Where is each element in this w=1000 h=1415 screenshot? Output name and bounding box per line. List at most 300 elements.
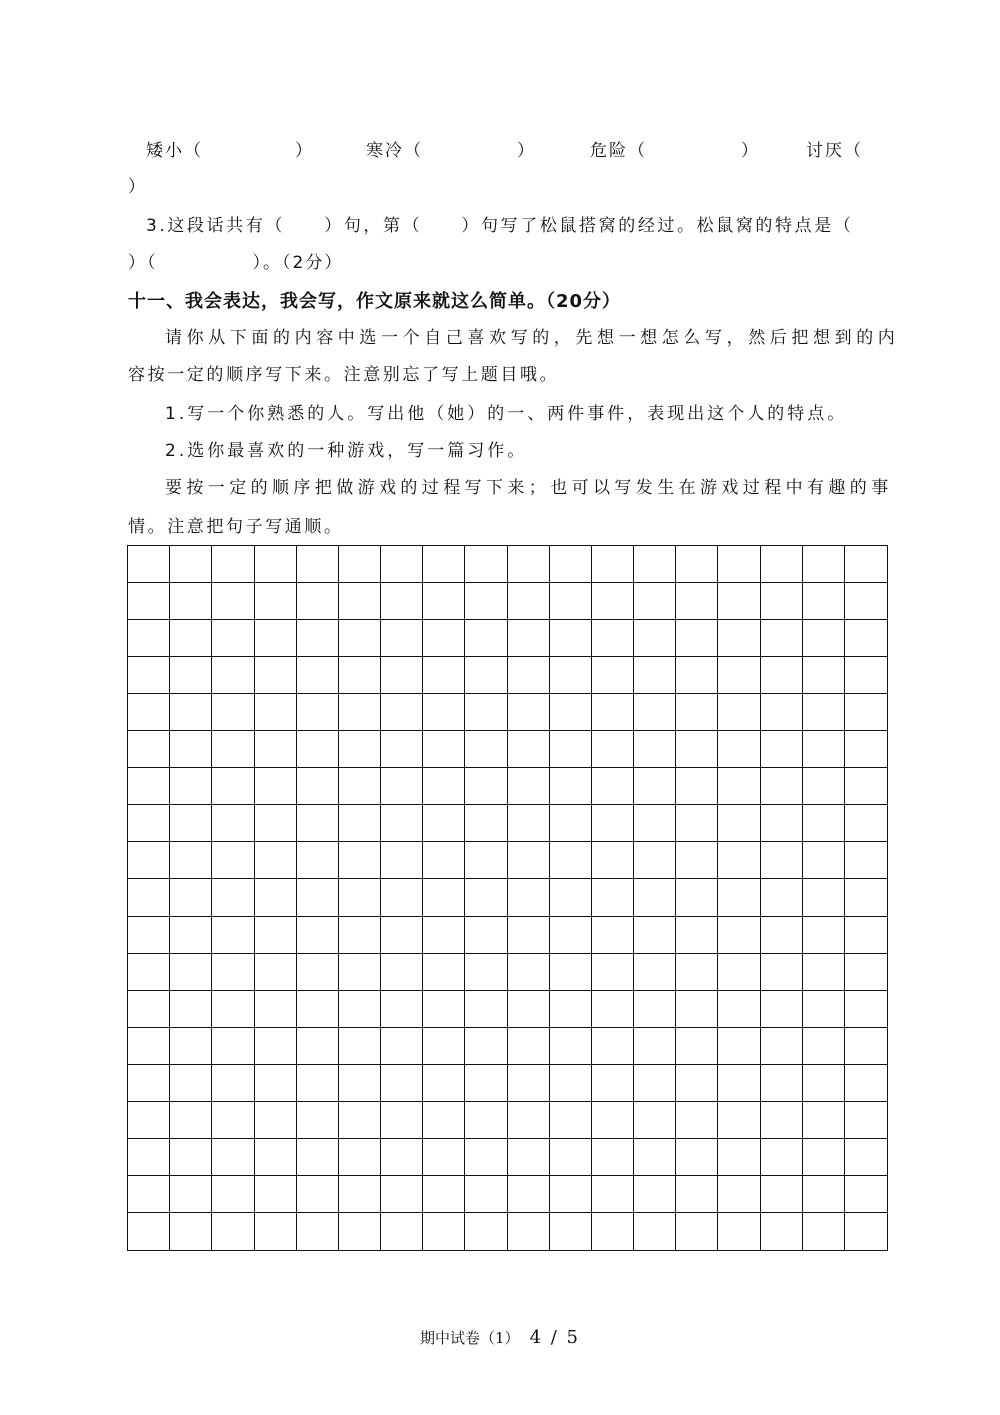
grid-cell[interactable]	[634, 954, 676, 991]
grid-cell[interactable]	[170, 842, 212, 879]
grid-cell[interactable]	[718, 1139, 760, 1176]
grid-cell[interactable]	[803, 805, 845, 842]
grid-cell[interactable]	[676, 1028, 718, 1065]
grid-cell[interactable]	[170, 731, 212, 768]
grid-cell[interactable]	[339, 917, 381, 954]
grid-cell[interactable]	[339, 1139, 381, 1176]
grid-cell[interactable]	[803, 1213, 845, 1250]
grid-cell[interactable]	[592, 620, 634, 657]
grid-cell[interactable]	[212, 1139, 254, 1176]
grid-cell[interactable]	[550, 879, 592, 916]
grid-cell[interactable]	[718, 991, 760, 1028]
grid-cell[interactable]	[170, 1176, 212, 1213]
grid-cell[interactable]	[761, 583, 803, 620]
grid-cell[interactable]	[592, 1065, 634, 1102]
grid-cell[interactable]	[297, 546, 339, 583]
grid-cell[interactable]	[550, 620, 592, 657]
grid-cell[interactable]	[508, 842, 550, 879]
grid-cell[interactable]	[423, 583, 465, 620]
grid-cell[interactable]	[128, 657, 170, 694]
grid-cell[interactable]	[465, 917, 507, 954]
grid-cell[interactable]	[803, 954, 845, 991]
grid-cell[interactable]	[761, 1102, 803, 1139]
grid-cell[interactable]	[212, 917, 254, 954]
grid-cell[interactable]	[423, 731, 465, 768]
grid-cell[interactable]	[761, 879, 803, 916]
grid-cell[interactable]	[212, 991, 254, 1028]
grid-cell[interactable]	[423, 805, 465, 842]
grid-cell[interactable]	[170, 583, 212, 620]
grid-cell[interactable]	[634, 620, 676, 657]
grid-cell[interactable]	[465, 583, 507, 620]
grid-cell[interactable]	[339, 1102, 381, 1139]
grid-cell[interactable]	[255, 917, 297, 954]
grid-cell[interactable]	[297, 1065, 339, 1102]
grid-cell[interactable]	[212, 805, 254, 842]
grid-cell[interactable]	[255, 879, 297, 916]
grid-cell[interactable]	[381, 583, 423, 620]
grid-cell[interactable]	[592, 694, 634, 731]
grid-cell[interactable]	[128, 583, 170, 620]
grid-cell[interactable]	[212, 1102, 254, 1139]
grid-cell[interactable]	[508, 991, 550, 1028]
grid-cell[interactable]	[465, 805, 507, 842]
grid-cell[interactable]	[381, 768, 423, 805]
grid-cell[interactable]	[676, 583, 718, 620]
grid-cell[interactable]	[845, 694, 887, 731]
grid-cell[interactable]	[845, 620, 887, 657]
grid-cell[interactable]	[761, 991, 803, 1028]
grid-cell[interactable]	[508, 1102, 550, 1139]
grid-cell[interactable]	[508, 1028, 550, 1065]
grid-cell[interactable]	[128, 917, 170, 954]
grid-cell[interactable]	[465, 1213, 507, 1250]
grid-cell[interactable]	[634, 731, 676, 768]
grid-cell[interactable]	[212, 1065, 254, 1102]
grid-cell[interactable]	[381, 1102, 423, 1139]
grid-cell[interactable]	[718, 731, 760, 768]
grid-cell[interactable]	[634, 657, 676, 694]
grid-cell[interactable]	[128, 620, 170, 657]
grid-cell[interactable]	[845, 1028, 887, 1065]
grid-cell[interactable]	[128, 991, 170, 1028]
grid-cell[interactable]	[718, 879, 760, 916]
grid-cell[interactable]	[508, 954, 550, 991]
grid-cell[interactable]	[128, 1028, 170, 1065]
grid-cell[interactable]	[761, 1176, 803, 1213]
grid-cell[interactable]	[550, 1213, 592, 1250]
grid-cell[interactable]	[255, 1139, 297, 1176]
grid-cell[interactable]	[255, 1176, 297, 1213]
grid-cell[interactable]	[718, 583, 760, 620]
grid-cell[interactable]	[212, 694, 254, 731]
grid-cell[interactable]	[508, 731, 550, 768]
grid-cell[interactable]	[423, 768, 465, 805]
grid-cell[interactable]	[676, 694, 718, 731]
grid-cell[interactable]	[508, 879, 550, 916]
grid-cell[interactable]	[803, 842, 845, 879]
grid-cell[interactable]	[170, 805, 212, 842]
grid-cell[interactable]	[845, 1213, 887, 1250]
grid-cell[interactable]	[592, 842, 634, 879]
grid-cell[interactable]	[170, 1028, 212, 1065]
grid-cell[interactable]	[550, 1176, 592, 1213]
grid-cell[interactable]	[508, 620, 550, 657]
grid-cell[interactable]	[592, 917, 634, 954]
grid-cell[interactable]	[550, 991, 592, 1028]
grid-cell[interactable]	[676, 879, 718, 916]
grid-cell[interactable]	[676, 917, 718, 954]
grid-cell[interactable]	[255, 694, 297, 731]
grid-cell[interactable]	[465, 731, 507, 768]
grid-cell[interactable]	[803, 1176, 845, 1213]
grid-cell[interactable]	[718, 917, 760, 954]
grid-cell[interactable]	[381, 694, 423, 731]
grid-cell[interactable]	[381, 991, 423, 1028]
grid-cell[interactable]	[339, 546, 381, 583]
grid-cell[interactable]	[592, 954, 634, 991]
grid-cell[interactable]	[550, 657, 592, 694]
grid-cell[interactable]	[170, 1065, 212, 1102]
grid-cell[interactable]	[718, 768, 760, 805]
grid-cell[interactable]	[676, 1102, 718, 1139]
grid-cell[interactable]	[676, 954, 718, 991]
grid-cell[interactable]	[592, 991, 634, 1028]
grid-cell[interactable]	[170, 694, 212, 731]
grid-cell[interactable]	[339, 657, 381, 694]
grid-cell[interactable]	[423, 842, 465, 879]
grid-cell[interactable]	[761, 1213, 803, 1250]
grid-cell[interactable]	[423, 917, 465, 954]
grid-cell[interactable]	[255, 620, 297, 657]
grid-cell[interactable]	[465, 1065, 507, 1102]
grid-cell[interactable]	[339, 879, 381, 916]
grid-cell[interactable]	[128, 954, 170, 991]
grid-cell[interactable]	[676, 1176, 718, 1213]
grid-cell[interactable]	[676, 620, 718, 657]
grid-cell[interactable]	[465, 1028, 507, 1065]
grid-cell[interactable]	[170, 1139, 212, 1176]
grid-cell[interactable]	[508, 694, 550, 731]
grid-cell[interactable]	[508, 583, 550, 620]
grid-cell[interactable]	[803, 1065, 845, 1102]
grid-cell[interactable]	[339, 768, 381, 805]
grid-cell[interactable]	[634, 917, 676, 954]
grid-cell[interactable]	[212, 731, 254, 768]
grid-cell[interactable]	[255, 954, 297, 991]
grid-cell[interactable]	[381, 954, 423, 991]
grid-cell[interactable]	[592, 657, 634, 694]
grid-cell[interactable]	[718, 657, 760, 694]
grid-cell[interactable]	[550, 917, 592, 954]
grid-cell[interactable]	[761, 1139, 803, 1176]
grid-cell[interactable]	[128, 694, 170, 731]
grid-cell[interactable]	[634, 546, 676, 583]
grid-cell[interactable]	[170, 1213, 212, 1250]
grid-cell[interactable]	[761, 657, 803, 694]
grid-cell[interactable]	[423, 954, 465, 991]
grid-cell[interactable]	[676, 768, 718, 805]
grid-cell[interactable]	[845, 991, 887, 1028]
grid-cell[interactable]	[550, 805, 592, 842]
grid-cell[interactable]	[339, 1176, 381, 1213]
grid-cell[interactable]	[170, 1102, 212, 1139]
grid-cell[interactable]	[170, 917, 212, 954]
grid-cell[interactable]	[634, 1028, 676, 1065]
grid-cell[interactable]	[634, 991, 676, 1028]
grid-cell[interactable]	[845, 731, 887, 768]
grid-cell[interactable]	[255, 583, 297, 620]
grid-cell[interactable]	[845, 917, 887, 954]
grid-cell[interactable]	[212, 879, 254, 916]
grid-cell[interactable]	[255, 1028, 297, 1065]
grid-cell[interactable]	[128, 879, 170, 916]
grid-cell[interactable]	[255, 546, 297, 583]
grid-cell[interactable]	[465, 768, 507, 805]
grid-cell[interactable]	[212, 842, 254, 879]
grid-cell[interactable]	[297, 805, 339, 842]
grid-cell[interactable]	[592, 879, 634, 916]
grid-cell[interactable]	[128, 1102, 170, 1139]
grid-cell[interactable]	[465, 879, 507, 916]
grid-cell[interactable]	[381, 1065, 423, 1102]
grid-cell[interactable]	[297, 1176, 339, 1213]
grid-cell[interactable]	[803, 546, 845, 583]
grid-cell[interactable]	[423, 657, 465, 694]
grid-cell[interactable]	[634, 694, 676, 731]
grid-cell[interactable]	[381, 620, 423, 657]
grid-cell[interactable]	[128, 1213, 170, 1250]
grid-cell[interactable]	[170, 991, 212, 1028]
grid-cell[interactable]	[508, 1213, 550, 1250]
grid-cell[interactable]	[212, 546, 254, 583]
grid-cell[interactable]	[297, 917, 339, 954]
grid-cell[interactable]	[339, 583, 381, 620]
grid-cell[interactable]	[803, 657, 845, 694]
grid-cell[interactable]	[297, 1102, 339, 1139]
grid-cell[interactable]	[339, 991, 381, 1028]
grid-cell[interactable]	[718, 620, 760, 657]
grid-cell[interactable]	[803, 1139, 845, 1176]
grid-cell[interactable]	[297, 620, 339, 657]
grid-cell[interactable]	[423, 620, 465, 657]
grid-cell[interactable]	[381, 805, 423, 842]
grid-cell[interactable]	[718, 1176, 760, 1213]
grid-cell[interactable]	[170, 620, 212, 657]
grid-cell[interactable]	[423, 991, 465, 1028]
grid-cell[interactable]	[170, 657, 212, 694]
grid-cell[interactable]	[718, 842, 760, 879]
grid-cell[interactable]	[339, 620, 381, 657]
grid-cell[interactable]	[592, 805, 634, 842]
grid-cell[interactable]	[845, 583, 887, 620]
grid-cell[interactable]	[803, 991, 845, 1028]
grid-cell[interactable]	[803, 917, 845, 954]
grid-cell[interactable]	[128, 805, 170, 842]
grid-cell[interactable]	[550, 694, 592, 731]
grid-cell[interactable]	[381, 879, 423, 916]
grid-cell[interactable]	[550, 1065, 592, 1102]
grid-cell[interactable]	[845, 842, 887, 879]
grid-cell[interactable]	[550, 546, 592, 583]
grid-cell[interactable]	[803, 1102, 845, 1139]
grid-cell[interactable]	[845, 805, 887, 842]
grid-cell[interactable]	[128, 768, 170, 805]
grid-cell[interactable]	[465, 1139, 507, 1176]
grid-cell[interactable]	[761, 917, 803, 954]
grid-cell[interactable]	[634, 842, 676, 879]
grid-cell[interactable]	[255, 657, 297, 694]
grid-cell[interactable]	[718, 1028, 760, 1065]
grid-cell[interactable]	[465, 1176, 507, 1213]
grid-cell[interactable]	[297, 1139, 339, 1176]
grid-cell[interactable]	[297, 657, 339, 694]
grid-cell[interactable]	[508, 1139, 550, 1176]
grid-cell[interactable]	[550, 768, 592, 805]
grid-cell[interactable]	[297, 879, 339, 916]
grid-cell[interactable]	[592, 583, 634, 620]
grid-cell[interactable]	[634, 1065, 676, 1102]
grid-cell[interactable]	[128, 1139, 170, 1176]
grid-cell[interactable]	[465, 954, 507, 991]
grid-cell[interactable]	[212, 620, 254, 657]
grid-cell[interactable]	[845, 1102, 887, 1139]
grid-cell[interactable]	[297, 1028, 339, 1065]
grid-cell[interactable]	[592, 546, 634, 583]
grid-cell[interactable]	[761, 768, 803, 805]
grid-cell[interactable]	[128, 546, 170, 583]
grid-cell[interactable]	[676, 1139, 718, 1176]
grid-cell[interactable]	[381, 731, 423, 768]
grid-cell[interactable]	[381, 1028, 423, 1065]
grid-cell[interactable]	[465, 991, 507, 1028]
grid-cell[interactable]	[212, 1028, 254, 1065]
grid-cell[interactable]	[339, 842, 381, 879]
grid-cell[interactable]	[634, 768, 676, 805]
grid-cell[interactable]	[761, 694, 803, 731]
grid-cell[interactable]	[465, 620, 507, 657]
grid-cell[interactable]	[297, 991, 339, 1028]
grid-cell[interactable]	[128, 842, 170, 879]
grid-cell[interactable]	[508, 1176, 550, 1213]
grid-cell[interactable]	[592, 1102, 634, 1139]
grid-cell[interactable]	[508, 805, 550, 842]
grid-cell[interactable]	[718, 954, 760, 991]
grid-cell[interactable]	[255, 1065, 297, 1102]
grid-cell[interactable]	[465, 842, 507, 879]
grid-cell[interactable]	[718, 1065, 760, 1102]
grid-cell[interactable]	[845, 1139, 887, 1176]
grid-cell[interactable]	[423, 1065, 465, 1102]
grid-cell[interactable]	[212, 1213, 254, 1250]
grid-cell[interactable]	[339, 954, 381, 991]
grid-cell[interactable]	[634, 1102, 676, 1139]
grid-cell[interactable]	[718, 805, 760, 842]
grid-cell[interactable]	[465, 546, 507, 583]
grid-cell[interactable]	[423, 1139, 465, 1176]
grid-cell[interactable]	[465, 694, 507, 731]
grid-cell[interactable]	[508, 1065, 550, 1102]
grid-cell[interactable]	[423, 694, 465, 731]
grid-cell[interactable]	[761, 546, 803, 583]
grid-cell[interactable]	[803, 1028, 845, 1065]
grid-cell[interactable]	[381, 546, 423, 583]
grid-cell[interactable]	[592, 731, 634, 768]
grid-cell[interactable]	[845, 1065, 887, 1102]
grid-cell[interactable]	[381, 842, 423, 879]
grid-cell[interactable]	[676, 991, 718, 1028]
grid-cell[interactable]	[634, 805, 676, 842]
grid-cell[interactable]	[128, 731, 170, 768]
grid-cell[interactable]	[592, 1028, 634, 1065]
grid-cell[interactable]	[381, 1213, 423, 1250]
grid-cell[interactable]	[339, 731, 381, 768]
grid-cell[interactable]	[297, 583, 339, 620]
grid-cell[interactable]	[845, 879, 887, 916]
grid-cell[interactable]	[170, 954, 212, 991]
grid-cell[interactable]	[170, 879, 212, 916]
grid-cell[interactable]	[212, 768, 254, 805]
grid-cell[interactable]	[592, 768, 634, 805]
grid-cell[interactable]	[423, 1213, 465, 1250]
grid-cell[interactable]	[423, 546, 465, 583]
grid-cell[interactable]	[423, 1176, 465, 1213]
grid-cell[interactable]	[845, 546, 887, 583]
grid-cell[interactable]	[676, 1213, 718, 1250]
grid-cell[interactable]	[845, 954, 887, 991]
grid-cell[interactable]	[550, 583, 592, 620]
grid-cell[interactable]	[297, 731, 339, 768]
grid-cell[interactable]	[761, 842, 803, 879]
grid-cell[interactable]	[508, 546, 550, 583]
grid-cell[interactable]	[803, 694, 845, 731]
grid-cell[interactable]	[297, 842, 339, 879]
grid-cell[interactable]	[339, 1028, 381, 1065]
grid-cell[interactable]	[297, 768, 339, 805]
grid-cell[interactable]	[212, 1176, 254, 1213]
grid-cell[interactable]	[845, 657, 887, 694]
grid-cell[interactable]	[718, 1102, 760, 1139]
grid-cell[interactable]	[550, 842, 592, 879]
grid-cell[interactable]	[297, 954, 339, 991]
grid-cell[interactable]	[339, 694, 381, 731]
grid-cell[interactable]	[550, 1028, 592, 1065]
grid-cell[interactable]	[845, 1176, 887, 1213]
grid-cell[interactable]	[803, 768, 845, 805]
grid-cell[interactable]	[718, 1213, 760, 1250]
grid-cell[interactable]	[170, 546, 212, 583]
grid-cell[interactable]	[255, 1213, 297, 1250]
grid-cell[interactable]	[634, 583, 676, 620]
grid-cell[interactable]	[718, 546, 760, 583]
grid-cell[interactable]	[255, 1102, 297, 1139]
grid-cell[interactable]	[634, 879, 676, 916]
grid-cell[interactable]	[297, 694, 339, 731]
grid-cell[interactable]	[297, 1213, 339, 1250]
grid-cell[interactable]	[634, 1176, 676, 1213]
grid-cell[interactable]	[339, 805, 381, 842]
grid-cell[interactable]	[423, 1102, 465, 1139]
grid-cell[interactable]	[845, 768, 887, 805]
grid-cell[interactable]	[592, 1139, 634, 1176]
grid-cell[interactable]	[465, 657, 507, 694]
grid-cell[interactable]	[676, 546, 718, 583]
grid-cell[interactable]	[423, 1028, 465, 1065]
grid-cell[interactable]	[381, 1176, 423, 1213]
grid-cell[interactable]	[212, 954, 254, 991]
grid-cell[interactable]	[255, 842, 297, 879]
grid-cell[interactable]	[170, 768, 212, 805]
